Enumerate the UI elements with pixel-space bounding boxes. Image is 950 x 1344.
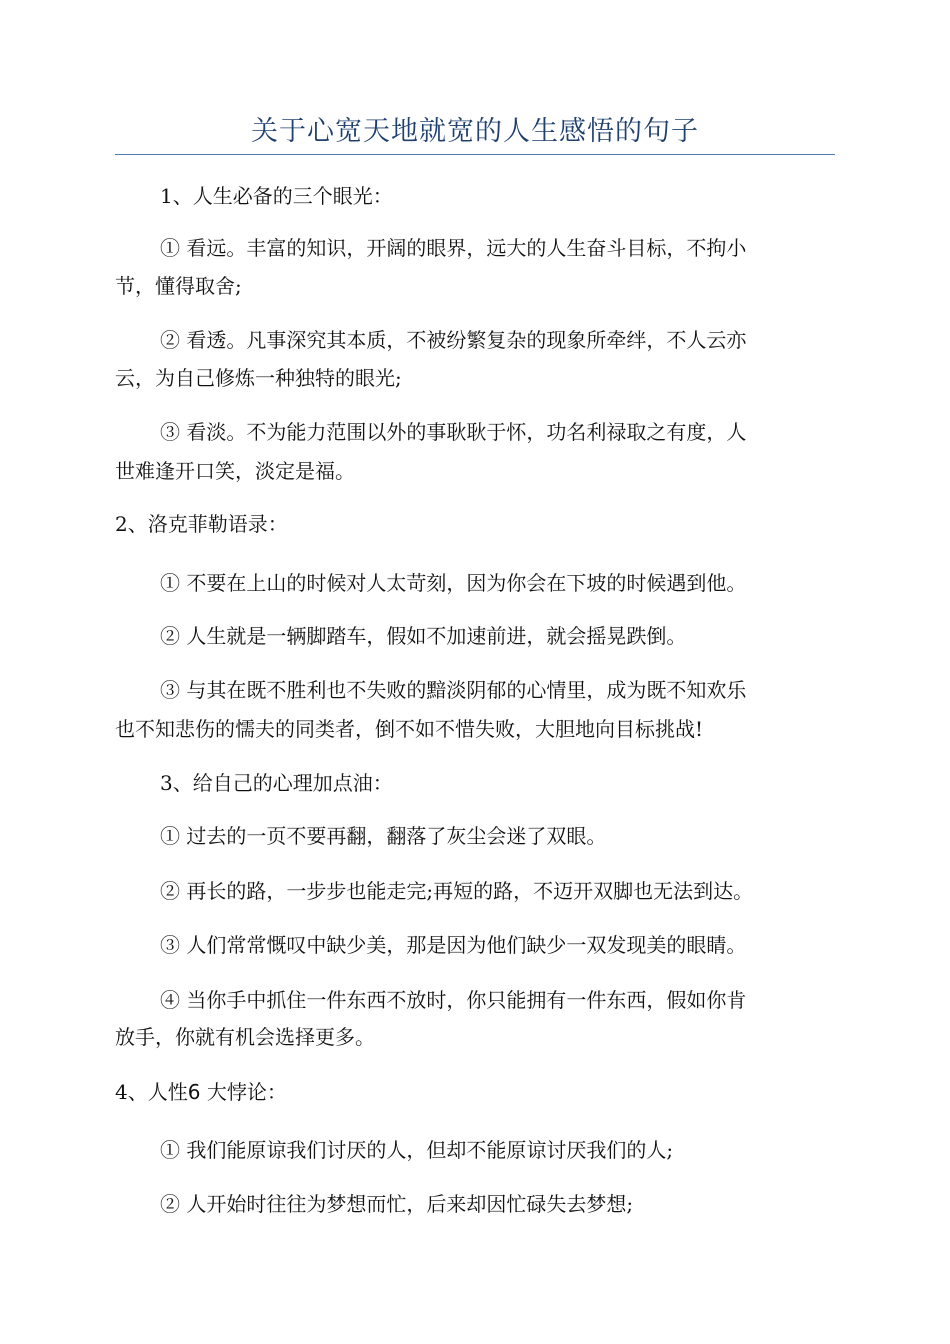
paragraph-line: ③ 看淡。不为能力范围以外的事耿耿于怀，功名利禄取之有度，人 bbox=[160, 420, 747, 444]
document-title: 关于心宽天地就宽的人生感悟的句子 bbox=[251, 116, 699, 147]
paragraph-line: 世难逢开口笑，淡定是福。 bbox=[115, 459, 355, 483]
section-4-heading bbox=[115, 1077, 287, 1107]
paragraph-line: ② 看透。凡事深究其本质，不被纷繁复杂的现象所牵绊，不人云亦 bbox=[160, 328, 747, 352]
section-4-heading-suffix: 大悖论： bbox=[200, 1080, 287, 1104]
paragraph-line: 放手，你就有机会选择更多。 bbox=[115, 1025, 375, 1049]
paragraph-line: ② 再长的路，一步步也能走完;再短的路，不迈开双脚也无法到达。 bbox=[160, 879, 754, 903]
paragraph-line: ① 过去的一页不要再翻，翻落了灰尘会迷了双眼。 bbox=[160, 824, 607, 848]
section-1-heading: 1、人生必备的三个眼光： bbox=[160, 184, 393, 208]
paragraph-line: 云，为自己修炼一种独特的眼光; bbox=[115, 366, 402, 390]
section-4-heading-number: 6 bbox=[187, 1080, 201, 1104]
paragraph-line: ① 看远。丰富的知识，开阔的眼界，远大的人生奋斗目标，不拘小 bbox=[160, 236, 747, 260]
paragraph-line: 节，懂得取舍; bbox=[115, 274, 242, 298]
paragraph-line: ④ 当你手中抓住一件东西不放时，你只能拥有一件东西，假如你肯 bbox=[160, 988, 747, 1012]
paragraph-line: ② 人生就是一辆脚踏车，假如不加速前进，就会摇晃跌倒。 bbox=[160, 624, 687, 648]
paragraph-line: ① 不要在上山的时候对人太苛刻，因为你会在下坡的时候遇到他。 bbox=[160, 571, 747, 595]
paragraph-line: 也不知悲伤的懦夫的同类者，倒不如不惜失败，大胆地向目标挑战! bbox=[115, 717, 704, 741]
section-3-heading: 3、给自己的心理加点油： bbox=[160, 771, 393, 795]
title-underline bbox=[115, 154, 835, 155]
paragraph-line: ③ 人们常常慨叹中缺少美，那是因为他们缺少一双发现美的眼睛。 bbox=[160, 933, 747, 957]
section-2-heading: 2、洛克菲勒语录： bbox=[115, 512, 288, 536]
paragraph-line: ③ 与其在既不胜利也不失败的黯淡阴郁的心情里，成为既不知欢乐 bbox=[160, 678, 747, 702]
paragraph-line: ② 人开始时往往为梦想而忙，后来却因忙碌失去梦想; bbox=[160, 1192, 634, 1216]
section-4-heading-prefix: 4、人性 bbox=[115, 1080, 188, 1104]
paragraph-line: ① 我们能原谅我们讨厌的人，但却不能原谅讨厌我们的人; bbox=[160, 1138, 674, 1162]
